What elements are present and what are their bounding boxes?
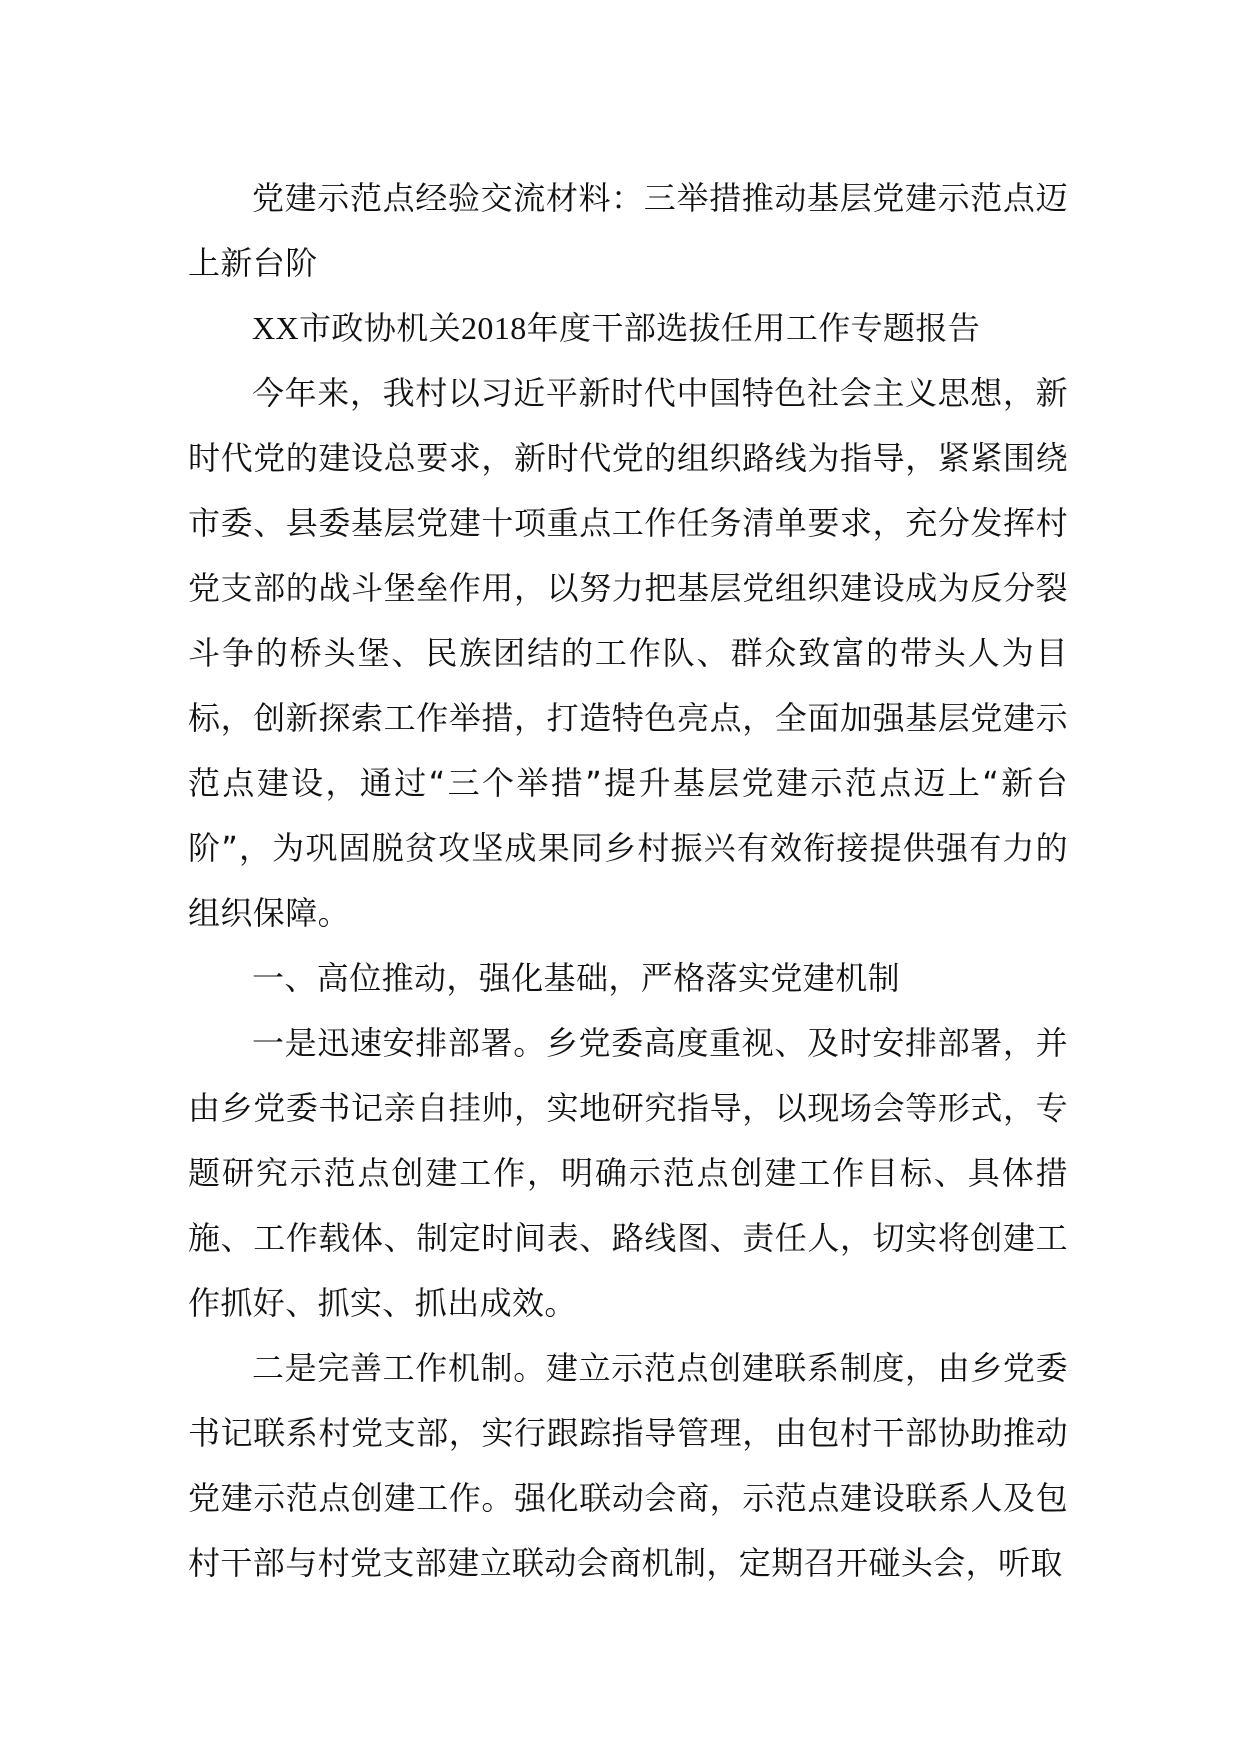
document-body <box>188 166 1068 1596</box>
paragraph-deployment: 一是迅速安排部署。乡党委高度重视、及时安排部署，并由乡党委书记亲自挂帅，实地研究指导，以现场会等形式，专题研究示范点创建工作，明确示范点创建工作目标、具体措施、工作载体、制定时间表、路线图、责任人，切实将创建工作抓好、抓实、抓出成效。 <box>188 1024 1068 1322</box>
paragraph-mechanism: 二是完善工作机制。建立示范点创建联系制度，由乡党委书记联系村党支部，实行跟踪指导管理，由包村干部协助推动党建示范点创建工作。强化联动会商，示范点建设联系人及包村干部与村党支部建立联动会商机制，定期召开碰头会，听取 <box>188 1349 1068 1582</box>
document-subtitle: XX市政协机关2018年度干部选拔任用工作专题报告 <box>252 310 981 346</box>
section-heading: 一、高位推动，强化基础，严格落实党建机制 <box>252 959 901 997</box>
document-title: 党建示范点经验交流材料：三举措推动基层党建示范点迈上新台阶 <box>188 179 1068 282</box>
paragraph-intro: 今年来，我村以习近平新时代中国特色社会主义思想，新时代党的建设总要求，新时代党的组织路线为指导，紧紧围绕市委、县委基层党建十项重点工作任务清单要求，充分发挥村党支部的战斗堡垒作用，以努力把基层党组织建设成为反分裂斗争的桥头堡、民族团结的工作队、群众致富的带头人为目标，创新探索工作举措，打造特色亮点，全面加强基层党建示范点建设，通过“三个举措”提升基层党建示范点迈上“新台阶”，为巩固脱贫攻坚成果同乡村振兴有效衔接提供强有力的组织保障。 <box>188 374 1068 932</box>
